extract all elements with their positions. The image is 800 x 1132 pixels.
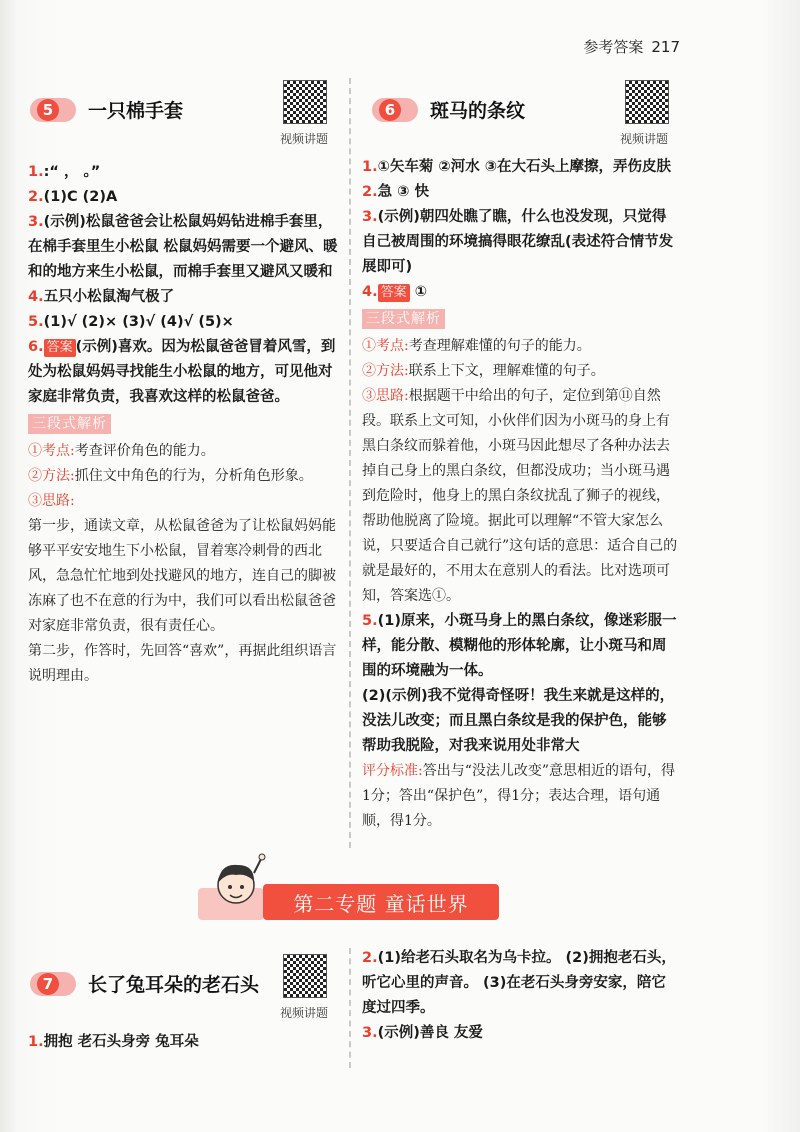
answer-item: 1.拥抱 老石头身旁 兔耳朵 <box>28 1034 199 1050</box>
cartoon-boy-icon <box>206 853 266 923</box>
answer-item: 6. 答案 (示例)喜欢。因为松鼠爸爸冒着风雪，到处为松鼠妈妈寻找能生小松鼠的地方，可见他对家庭非常负责，我喜欢这样的松鼠爸爸。 <box>28 339 336 405</box>
analysis-tag: 三段式解析 <box>362 309 445 329</box>
answer-item: 3.(示例)善良 友爱 <box>362 1025 483 1041</box>
section-6-answers: 1.①矢车菊 ②河水 ③在大石头上摩擦，弄伤皮肤 2.急 ③ 快 3.(示例)朝四处瞧了瞧，什么也没发现，只觉得自己被周围的环境搞得眼花缭乱(表述符合情节发展即可) 4. 答案 ① 三段式解析 ①考点:考查理解难懂的句子的能力。 ②方法:联系上下文，理解难懂的句子。 ③思路:根据题干中给出的句子，定位到第⑪自然段。联系上文可知，小伙伴们因为小斑马的身上有黑白条纹而躲着他，小斑马因此想尽了各种办法去掉自己身上的黑白条纹，但都没成功；当小斑马遇到危险时，他身上的黑白条纹扰乱了狮子的视线，帮助他脱离了险境。据此可以理解“不管大家怎么说，只要适合自己就行”这句话的意思：适合自己的就是最好的，不用太在意别人的看法。比对选项可知，答案选①。 5.(1)原来，小斑马身上的黑白条纹，像迷彩服一样，能分散、模糊他的形体轮廓，让小斑马和周围的环境融为一体。 (2)(示例)我不觉得奇怪呀！我生来就是这样的，没法儿改变；而且黑白条纹是我的保护色，能够帮助我脱险，对我来说用处非常大 评分标准:答出与“没法儿改变”意思相近的语句，得1分；答出“保护色”，得1分；表达合理，语句通顺，得1分。 <box>362 155 680 834</box>
page-number: 217 <box>651 38 680 56</box>
answer-tag: 答案 <box>44 339 76 357</box>
answer-item: 3.(示例)朝四处瞧了瞧，什么也没发现，只觉得自己被周围的环境搞得眼花缭乱(表述符合情节发展即可) <box>362 209 674 275</box>
qr-caption: 视频讲题 <box>280 132 329 146</box>
step-1: 第一步，通读文章，从松鼠爸爸为了让松鼠妈妈能够平平安安地生下小松鼠，冒着寒冷刺骨的西北风，急急忙忙地到处找避风的地方，连自己的脚被冻麻了也不在意的行为中，我们可以看出松鼠爸爸对家庭非常负责，很有责任心。 <box>28 518 336 634</box>
answer-item: 2.急 ③ 快 <box>362 184 429 200</box>
step-2: 第二步，作答时，先回答“喜欢”，再据此组织语言说明理由。 <box>28 643 337 684</box>
section-7-answers-left <box>28 1030 340 1055</box>
section-6-heading <box>372 96 525 123</box>
section-5-answers: 1.:“ ， 。” 2.(1)C (2)A 3.(示例)松鼠爸爸会让松鼠妈妈钻进棉手套里，在棉手套里生小松鼠 松鼠妈妈需要一个避风、暖和的地方来生小松鼠，而棉手套里又避风又暖和 4.五只小松鼠淘气极了 5.(1)√ (2)× (3)√ (4)√ (5)× 6. 答案 (示例)喜欢。因为松鼠爸爸冒着风雪，到处为松鼠妈妈寻找能生小松鼠的地方，可见他对家庭非常负责，我喜欢这样的松鼠爸爸。 三段式解析 ①考点:考查评价角色的能力。 ②方法:抓住文中角色的行为，分析角色形象。 ③思路: 第一步，通读文章，从松鼠爸爸为了让松鼠妈妈能够平平安安地生下小松鼠，冒着寒冷刺骨的西北风，急急忙忙地到处找避风的地方，连自己的脚被冻麻了也不在意的行为中，我们可以看出松鼠爸爸对家庭非常负责，很有责任心。 第二步，作答时，先回答“喜欢”，再据此组织语言说明理由。 <box>28 160 340 689</box>
section-7-heading <box>30 970 259 997</box>
banner-title: 第二专题 童话世界 <box>293 891 469 916</box>
qr-code-icon[interactable] <box>283 954 327 998</box>
section-badge <box>30 972 76 996</box>
section-number: 6 <box>379 99 401 121</box>
qr-code-icon[interactable] <box>283 80 327 124</box>
analysis-tag: 三段式解析 <box>28 414 111 434</box>
section-badge <box>372 98 418 122</box>
page-header <box>583 36 680 57</box>
answer-item: 4. 答案 ① <box>362 284 427 300</box>
section-badge <box>30 98 76 122</box>
qr-caption: 视频讲题 <box>280 1006 329 1020</box>
answer-item: 5.(1)原来，小斑马身上的黑白条纹，像迷彩服一样，能分散、模糊他的形体轮廓，让小斑马和周围的环境融为一体。 <box>362 613 677 679</box>
section-number: 5 <box>37 99 59 121</box>
topic-banner <box>263 884 499 920</box>
section-title: 长了兔耳朵的老石头 <box>88 974 260 996</box>
answer-item: 1.①矢车菊 ②河水 ③在大石头上摩擦，弄伤皮肤 <box>362 159 672 175</box>
answer-item: 2.(1)C (2)A <box>28 189 118 205</box>
section-title: 一只棉手套 <box>88 100 184 122</box>
answer-item: 5.(1)√ (2)× (3)√ (4)√ (5)× <box>28 314 234 330</box>
answer-item: 2.(1)给老石头取名为乌卡拉。 (2)拥抱老石头，听它心里的声音。 (3)在老石头身旁安家，陪它度过四季。 <box>362 950 676 1016</box>
answer-item: 1.:“ ， 。” <box>28 164 101 180</box>
section-title: 斑马的条纹 <box>430 100 526 122</box>
section-7-answers-right <box>362 946 680 1046</box>
qr-caption: 视频讲题 <box>620 132 669 146</box>
answer-item: 3.(示例)松鼠爸爸会让松鼠妈妈钻进棉手套里，在棉手套里生小松鼠 松鼠妈妈需要一个避风、暖和的地方来生小松鼠，而棉手套里又避风又暖和 <box>28 214 338 280</box>
column-divider <box>349 78 351 848</box>
column-divider-bottom <box>349 948 351 1068</box>
section-number: 7 <box>37 973 59 995</box>
answer-item: 4.五只小松鼠淘气极了 <box>28 289 175 305</box>
answer-item: (2)(示例)我不觉得奇怪呀！我生来就是这样的，没法儿改变；而且黑白条纹是我的保护色，能够帮助我脱险，对我来说用处非常大 <box>362 688 675 754</box>
qr-code-icon[interactable] <box>625 80 669 124</box>
header-label: 参考答案 <box>583 38 644 56</box>
answer-tag: 答案 <box>378 284 410 302</box>
section-5-heading <box>30 96 183 123</box>
